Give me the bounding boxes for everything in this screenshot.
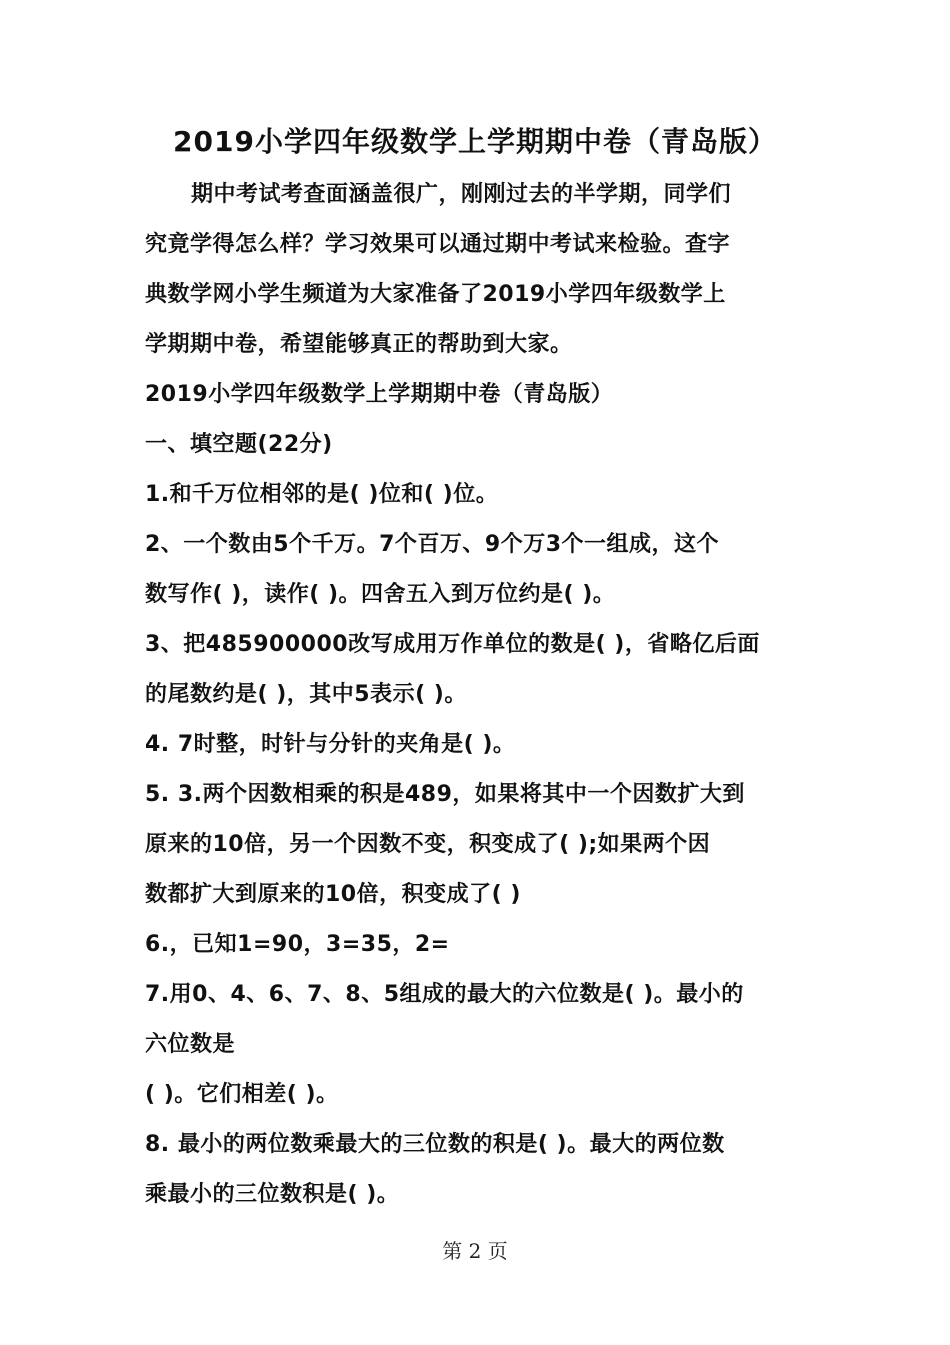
document-title: 2019小学四年级数学上学期期中卷（青岛版） (173, 125, 777, 158)
section-heading: 一、填空题(22分) (145, 432, 333, 457)
question-5-line-1: 5. 3.两个因数相乘的积是489，如果将其中一个因数扩大到 (145, 782, 745, 807)
question-3-line-1: 3、把485900000改写成用万作单位的数是( )，省略亿后面 (145, 632, 760, 657)
question-8-line-2: 乘最小的三位数积是( )。 (145, 1182, 400, 1207)
question-3-line-2: 的尾数约是( )，其中5表示( )。 (145, 682, 467, 707)
question-2-line-1: 2、一个数由5个千万。7个百万、9个万3个一组成，这个 (145, 532, 720, 557)
question-1: 1.和千万位相邻的是( )位和( )位。 (145, 482, 499, 507)
question-8-line-1: 8. 最小的两位数乘最大的三位数的积是( )。最大的两位数 (145, 1132, 725, 1157)
question-7-line-2: 六位数是 (145, 1032, 236, 1057)
exam-subtitle: 2019小学四年级数学上学期期中卷（青岛版） (145, 382, 614, 407)
question-7-line-3: ( )。它们相差( )。 (145, 1082, 339, 1107)
intro-line-3: 典数学网小学生频道为大家准备了2019小学四年级数学上 (145, 282, 726, 307)
intro-line-1: 期中考试考查面涵盖很广，刚刚过去的半学期，同学们 (191, 182, 732, 207)
intro-line-2: 究竟学得怎么样？学习效果可以通过期中考试来检验。查字 (145, 232, 731, 257)
question-5-line-3: 数都扩大到原来的10倍，积变成了( ) (145, 882, 521, 907)
question-7-line-1: 7.用0、4、6、7、8、5组成的最大的六位数是( )。最小的 (145, 982, 744, 1007)
page-number: 第 2 页 (442, 1239, 508, 1263)
question-2-line-2: 数写作( )，读作( )。四舍五入到万位约是( )。 (145, 582, 616, 607)
question-6: 6.，已知1=90，3=35，2= (145, 932, 450, 957)
document-body (145, 170, 810, 1220)
question-5-line-2: 原来的10倍，另一个因数不变，积变成了( );如果两个因 (145, 832, 711, 857)
question-4: 4. 7时整，时针与分针的夹角是( )。 (145, 732, 516, 757)
intro-line-4: 学期期中卷，希望能够真正的帮助到大家。 (145, 332, 573, 357)
